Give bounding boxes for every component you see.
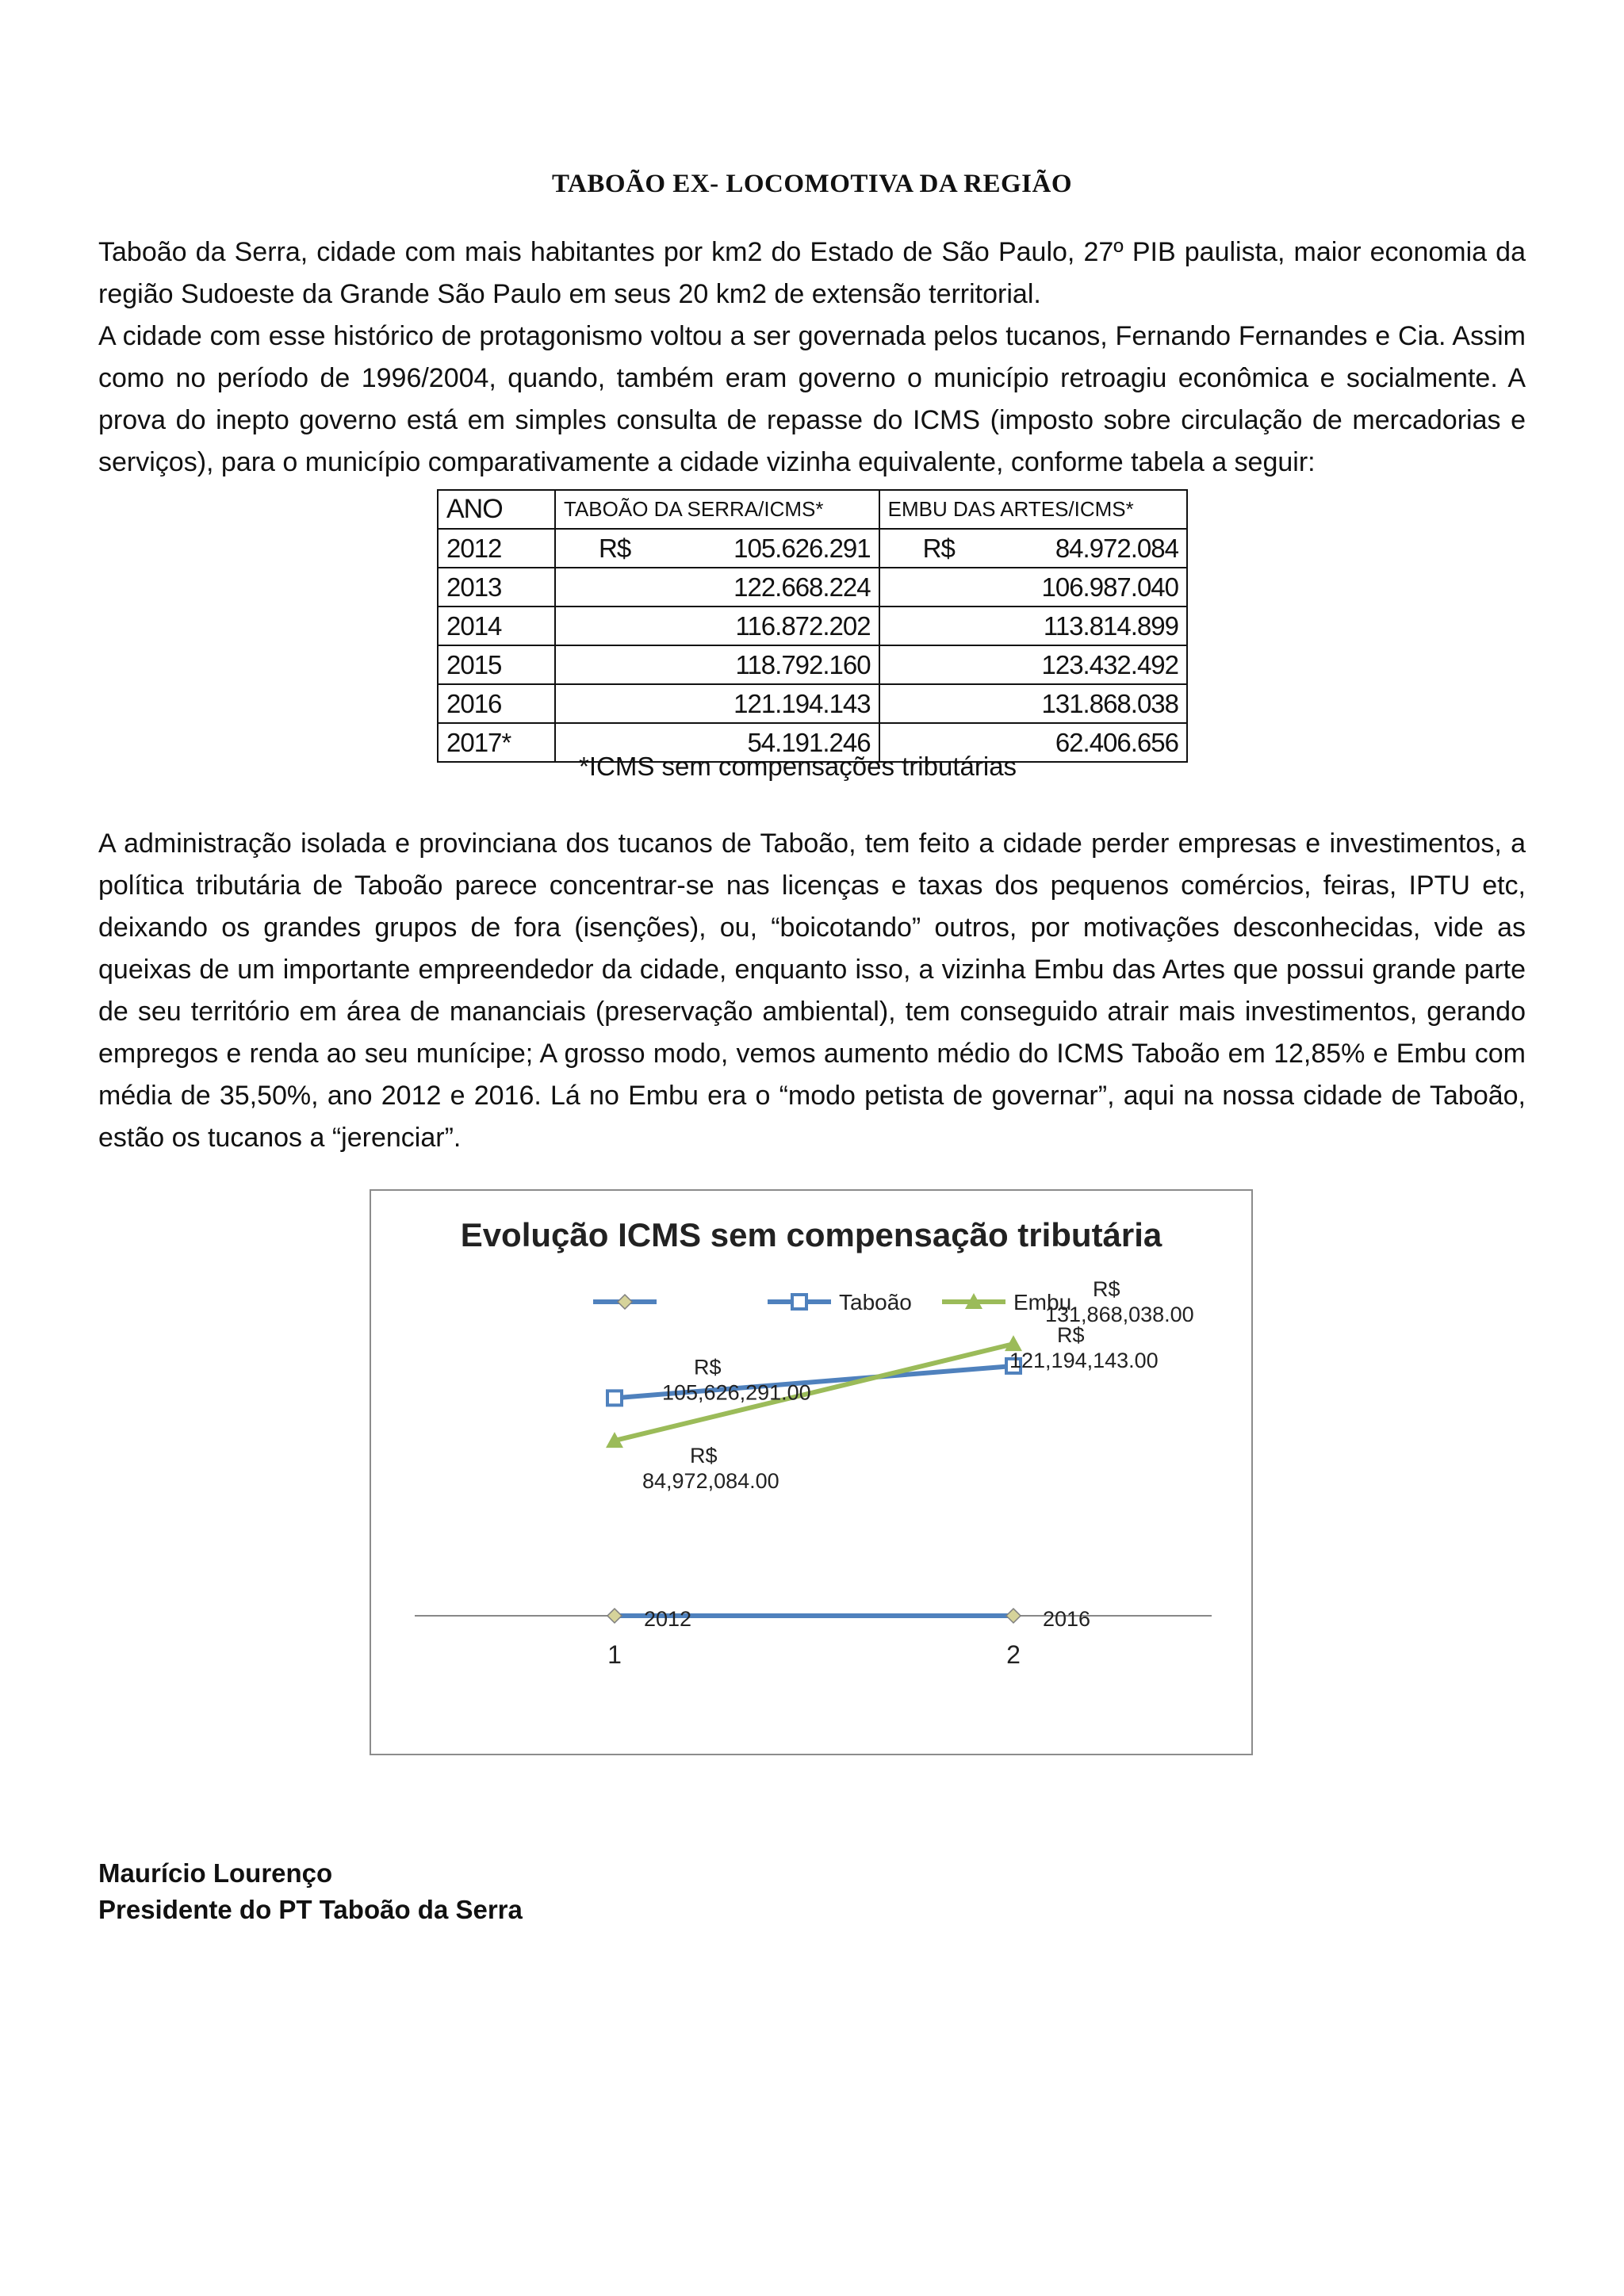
cell-embu: 106.987.040 <box>879 568 1187 607</box>
data-label: R$ 121,194,143.00 <box>1009 1322 1159 1372</box>
paragraph-1: Taboão da Serra, cidade com mais habitantes por km2 do Estado de São Paulo, 27º PIB paulista, maior economia da região Sudoeste da Grande São Paulo em seus 20 km2 de extensão territorial. <box>98 237 1526 309</box>
cell-year: 2016 <box>438 684 555 723</box>
table-row <box>438 684 1187 723</box>
data-point-marker <box>1006 1609 1021 1623</box>
cell-taboao: 54.191.246 <box>555 723 879 762</box>
intro-text <box>98 232 1526 484</box>
chart-title: Evolução ICMS sem compensação tributária <box>460 1216 1162 1253</box>
data-point-marker <box>792 1295 806 1309</box>
cell-embu: 131.868.038 <box>879 684 1187 723</box>
data-label: 2012 <box>644 1607 692 1631</box>
table-row <box>438 568 1187 607</box>
chart-canvas <box>371 1191 1251 1754</box>
cell-taboao: 118.792.160 <box>555 645 879 684</box>
legend-label: Taboão <box>839 1290 912 1314</box>
cell-year: 2017* <box>438 723 555 762</box>
cell-embu: 123.432.492 <box>879 645 1187 684</box>
cell-embu: 62.406.656 <box>879 723 1187 762</box>
signature-role: Presidente do PT Taboão da Serra <box>98 1895 523 1924</box>
cell-value: 105.626.291 <box>733 533 871 563</box>
cell-embu <box>879 529 1187 568</box>
header-embu: EMBU DAS ARTES/ICMS* <box>879 490 1187 529</box>
signature-name: Maurício Lourenço <box>98 1858 333 1888</box>
data-point-marker <box>618 1295 632 1309</box>
table-header-row <box>438 490 1187 529</box>
icms-chart <box>370 1189 1253 1755</box>
label-layer <box>607 1277 1194 1669</box>
cell-year: 2012 <box>438 529 555 568</box>
cell-taboao: 122.668.224 <box>555 568 879 607</box>
paragraph-2: A cidade com esse histórico de protagonismo voltou a ser governada pelos tucanos, Fernando Fernandes e Cia. Assim como no período de 1996/2004, quando, também eram governo o município retroagiu econômica e socialmente. A prova do inepto governo está em simples consulta de repasse do ICMS (imposto sobre circulação de mercadorias e serviços), para o município comparativamente a cidade vizinha equivalente, conforme tabela a seguir: <box>98 321 1526 477</box>
header-taboao: TABOÃO DA SERRA/ICMS* <box>555 490 879 529</box>
header-year: ANO <box>438 490 555 529</box>
x-tick-label: 2 <box>1006 1640 1021 1669</box>
data-label: R$ 84,972,084.00 <box>642 1444 779 1494</box>
data-point-marker <box>607 1391 622 1405</box>
chart-legend <box>593 1290 1071 1314</box>
paragraph-3: A administração isolada e provinciana dos tucanos de Taboão, tem feito a cidade perder empresas e investimentos, a política tributária de Taboão parece concentrar-se nas licenças e taxas dos pequenos comércios, feiras, IPTU etc, deixando os grandes grupos de fora (isenções), ou, “boicotando” outros, por motivações desconhecidas, vide as queixas de um importante empreendedor da cidade, enquanto isso, a vizinha Embu das Artes que possui grande parte de seu território em área de mananciais (preservação ambiental), tem conseguido atrair mais investimentos, gerando empregos e renda ao seu munícipe; A grosso modo, vemos aumento médio do ICMS Taboão em 12,85% e Embu com média de 35,50%, ano 2012 e 2016. Lá no Embu era o “modo petista de governar”, aqui na nossa cidade de Taboão, estão os tucanos a “jerenciar”. <box>98 828 1526 1153</box>
data-label: R$ 105,626,291.00 <box>662 1355 811 1405</box>
x-tick-label: 1 <box>607 1640 622 1669</box>
currency-label: R$ <box>599 533 631 563</box>
cell-taboao: 116.872.202 <box>555 607 879 645</box>
table-row <box>438 607 1187 645</box>
currency-label: R$ <box>922 533 955 563</box>
data-label: R$ 131,868,038.00 <box>1045 1277 1194 1327</box>
icms-table <box>437 489 1188 763</box>
legend-label: Embu <box>1013 1290 1072 1314</box>
cell-value: 84.972.084 <box>1055 533 1178 563</box>
cell-year: 2014 <box>438 607 555 645</box>
cell-embu: 113.814.899 <box>879 607 1187 645</box>
data-label: 2016 <box>1043 1607 1091 1631</box>
table-footnote: *ICMS sem compensações tributárias <box>579 752 1017 781</box>
data-point-marker <box>607 1609 622 1623</box>
cell-year: 2013 <box>438 568 555 607</box>
cell-year: 2015 <box>438 645 555 684</box>
table-row <box>438 645 1187 684</box>
cell-taboao <box>555 529 879 568</box>
document-title: TABOÃO EX- LOCOMOTIVA DA REGIÃO <box>551 170 1073 198</box>
table-row <box>438 529 1187 568</box>
cell-taboao: 121.194.143 <box>555 684 879 723</box>
